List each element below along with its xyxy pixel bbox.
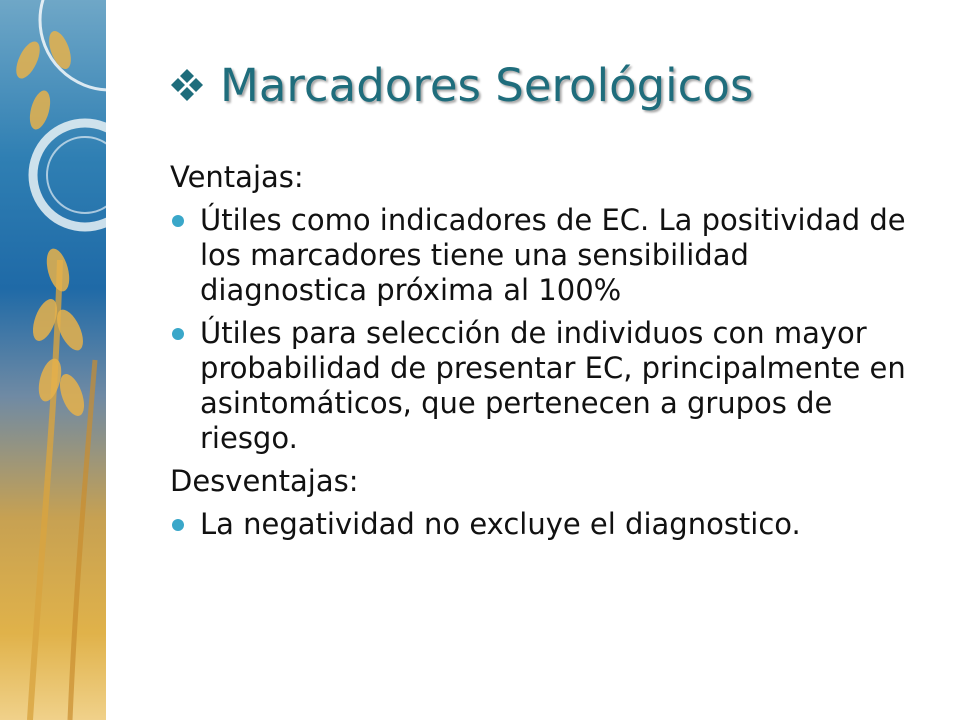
list-item-text: Útiles para selección de individuos con mayor probabilidad de presentar EC, principalmente en asintomáticos, que pertenecen a grupos de riesgo.	[200, 316, 906, 455]
round-dot-bullet-icon	[172, 328, 184, 340]
desventajas-list	[170, 507, 910, 542]
slide-title-text: Marcadores Serológicos	[220, 58, 754, 112]
section-heading-desventajas: Desventajas:	[170, 464, 359, 498]
list-item	[170, 203, 910, 308]
ventajas-list	[170, 203, 910, 456]
slide-title	[170, 55, 930, 115]
section-heading-ventajas: Ventajas:	[170, 160, 304, 194]
round-dot-bullet-icon	[172, 215, 184, 227]
wheat-decoration-graphic	[0, 0, 106, 720]
four-diamond-bullet-icon	[170, 68, 204, 102]
round-dot-bullet-icon	[172, 519, 184, 531]
list-item	[170, 507, 910, 542]
list-item	[170, 316, 910, 456]
list-item-text: La negatividad no excluye el diagnostico.	[200, 507, 801, 541]
list-item-text: Útiles como indicadores de EC. La positividad de los marcadores tiene una sensibilidad diagnostica próxima al 100%	[200, 203, 906, 307]
slide-body	[170, 160, 910, 550]
wheat-photo-strip	[0, 0, 106, 720]
